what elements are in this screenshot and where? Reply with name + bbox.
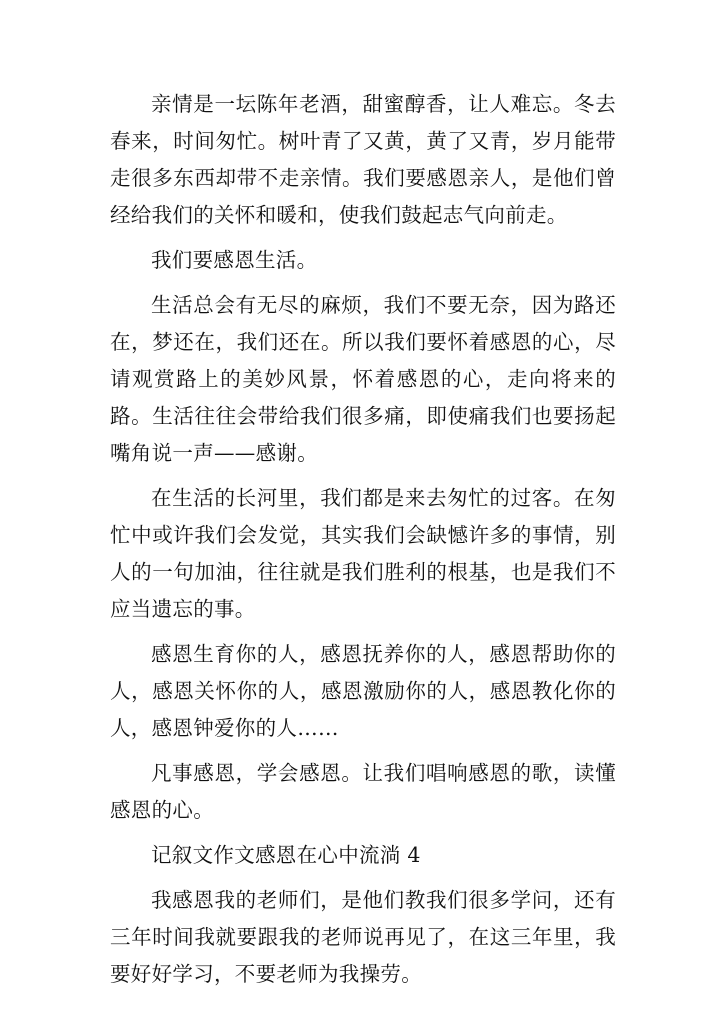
paragraph-family-love: 亲情是一坛陈年老酒，甜蜜醇香，让人难忘。冬去春来，时间匆忙。树叶青了又黄，黄了又青，岁月能带走很多东西却带不走亲情。我们要感恩亲人，是他们曾经给我们的关怀和暖和，使我们鼓起志气向前走。 [110, 92, 616, 227]
paragraph-thank-people: 感恩生育你的人，感恩抚养你的人，感恩帮助你的人，感恩关怀你的人，感恩激励你的人，感恩教化你的人，感恩钟爱你的人…… [110, 642, 616, 740]
paragraph-thank-teachers: 我感恩我的老师们，是他们教我们很多学问，还有三年时间我就要跟我的老师说再见了，在这三年里，我要好好学习，不要老师为我操劳。 [110, 888, 616, 986]
paragraph-river-of-life: 在生活的长河里，我们都是来去匆忙的过客。在匆忙中或许我们会发觉，其实我们会缺憾许多的事情，别人的一句加油，往往就是我们胜利的根基，也是我们不应当遗忘的事。 [110, 486, 616, 621]
section-title: 记叙文作文感恩在心中流淌 4 [151, 843, 421, 867]
document-page [110, 86, 616, 1001]
paragraph-life-troubles: 生活总会有无尽的麻烦，我们不要无奈，因为路还在，梦还在，我们还在。所以我们要怀着感恩的心，尽请观赏路上的美妙风景，怀着感恩的心，走向将来的路。生活往往会带给我们很多痛，即使痛我们也要扬起嘴角说一声——感谢。 [110, 293, 616, 465]
paragraph-gratitude-life-heading: 我们要感恩生活。 [151, 248, 318, 272]
paragraph-learn-gratitude: 凡事感恩，学会感恩。让我们唱响感恩的歌，读懂感恩的心。 [110, 761, 616, 822]
